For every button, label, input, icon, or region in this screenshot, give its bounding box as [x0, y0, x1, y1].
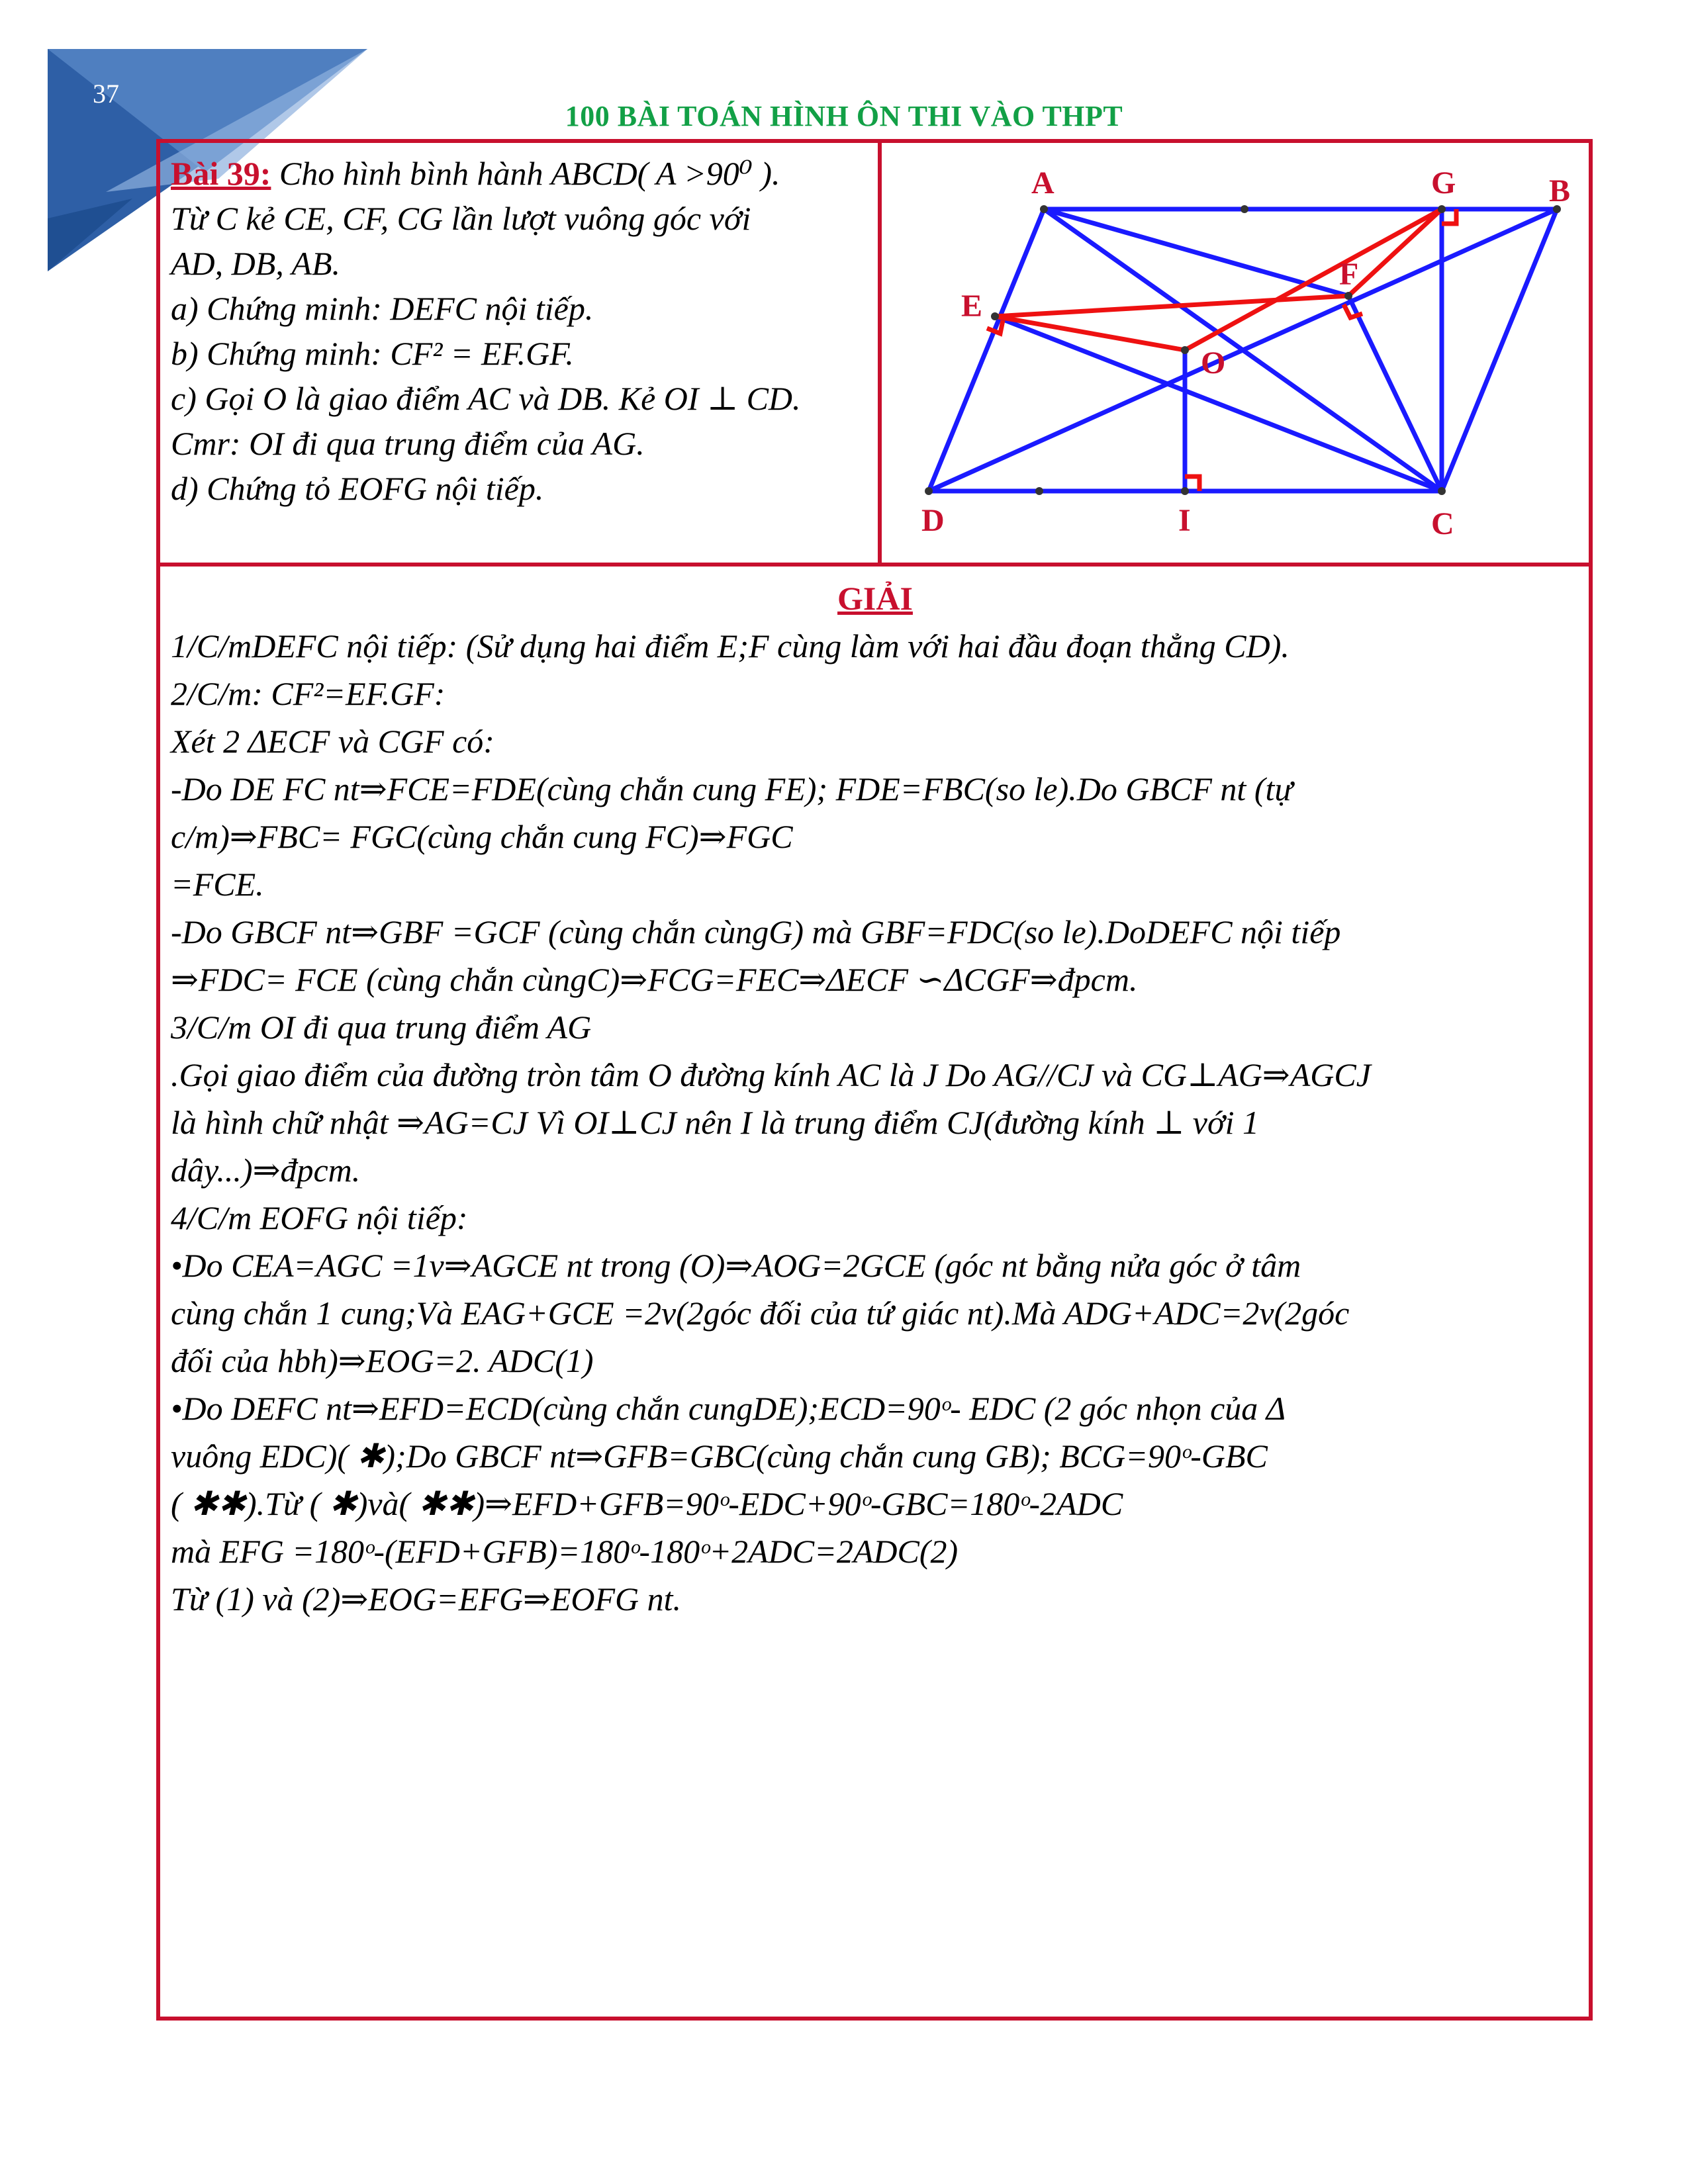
solution-line: ( ✱✱).Từ ( ✱)và( ✱✱)⇒EFD+GFB=90ᵒ-EDC+90ᵒ-GBC=180ᵒ-2ADC: [171, 1485, 1123, 1522]
solution-line: đối của hbh)⇒EOG=2. ADC(1): [171, 1342, 594, 1379]
solution-line: Từ (1) và (2)⇒EOG=EFG⇒EOFG nt.: [171, 1580, 682, 1617]
point-E: [991, 312, 999, 320]
geometry-figure: [887, 147, 1582, 557]
solution-line: dây...)⇒đpcm.: [171, 1152, 361, 1189]
solution-line: cùng chắn 1 cung;Và EAG+GCE =2v(2góc đối của tứ giác nt).Mà ADG+ADC=2v(2góc: [171, 1295, 1350, 1332]
problem-line: Bài 39: Cho hình bình hành ABCD( A >90⁰ ).: [171, 155, 780, 192]
label-E: E: [961, 289, 983, 324]
frame-column-divider: [878, 139, 882, 567]
page-header: 100 BÀI TOÁN HÌNH ÔN THI VÀO THPT: [565, 100, 1123, 132]
point-F: [1344, 292, 1352, 300]
solution-line: mà EFG =180ᵒ-(EFD+GFB)=180ᵒ-180ᵒ+2ADC=2ADC(2): [171, 1533, 959, 1570]
label-A: A: [1031, 165, 1055, 201]
point-C: [1438, 487, 1446, 495]
problem-part-b: b) Chứng minh: CF² = EF.GF.: [171, 335, 574, 372]
problem-part-c: c) Gọi O là giao điểm AC và DB. Kẻ OI ⊥ CD.: [171, 380, 801, 417]
segment-CE: [995, 316, 1442, 491]
solution-line: 2/C/m: CF²=EF.GF:: [171, 675, 445, 712]
label-I: I: [1178, 503, 1191, 538]
solution-section: [171, 574, 1579, 1623]
label-B: B: [1549, 173, 1571, 208]
solution-title: GIẢI: [837, 580, 913, 617]
solution-line: •Do DEFC nt⇒EFD=ECD(cùng chắn cungDE);ECD=90ᵒ- EDC (2 góc nhọn của Δ: [171, 1390, 1286, 1427]
solution-line: Xét 2 ΔECF và CGF có:: [171, 723, 494, 760]
problem-line: AD, DB, AB.: [171, 245, 340, 282]
problem-label: Bài 39:: [171, 155, 271, 192]
page-number: 37: [93, 79, 119, 109]
problem-line: Cmr: OI đi qua trung điểm của AG.: [171, 425, 645, 462]
label-D: D: [921, 503, 945, 538]
solution-line: -Do GBCF nt⇒GBF =GCF (cùng chắn cùngG) mà GBF=FDC(so le).DoDEFC nội tiếp: [171, 913, 1341, 950]
midpoint-DI: [1035, 487, 1043, 495]
segment-EO: [995, 316, 1185, 350]
solution-line: c/m)⇒FBC= FGC(cùng chắn cung FC)⇒FGC: [171, 818, 793, 855]
midpoint-AG: [1241, 205, 1248, 213]
point-D: [925, 487, 933, 495]
problem-line: Từ C kẻ CE, CF, CG lần lượt vuông góc với: [171, 200, 751, 237]
label-O: O: [1201, 345, 1226, 381]
solution-line: là hình chữ nhật ⇒AG=CJ Vì OI⊥CJ nên I là trung điểm CJ(đường kính ⊥ với 1: [171, 1104, 1260, 1141]
problem-part-d: d) Chứng tỏ EOFG nội tiếp.: [171, 470, 544, 507]
solution-line: .Gọi giao điểm của đường tròn tâm O đường kính AC là J Do AG//CJ và CG⊥AG⇒AGCJ: [171, 1056, 1371, 1093]
label-F: F: [1339, 257, 1359, 292]
solution-line: 3/C/m OI đi qua trung điểm AG: [171, 1009, 592, 1046]
label-C: C: [1431, 506, 1454, 541]
solution-line: -Do DE FC nt⇒FCE=FDE(cùng chắn cung FE); FDE=FBC(so le).Do GBCF nt (tự: [171, 770, 1293, 807]
point-G: [1438, 205, 1446, 213]
solution-line: vuông EDC)( ✱);Do GBCF nt⇒GFB=GBC(cùng chắn cung GB); BCG=90ᵒ-GBC: [171, 1437, 1268, 1475]
frame-divider: [156, 563, 1593, 567]
solution-line: ⇒FDC= FCE (cùng chắn cùngC)⇒FCG=FEC⇒ΔECF ∽ΔCGF⇒đpcm.: [171, 961, 1138, 998]
solution-line: 4/C/m EOFG nội tiếp:: [171, 1199, 468, 1236]
solution-line: •Do CEA=AGC =1v⇒AGCE nt trong (O)⇒AOG=2GCE (góc nt bằng nửa góc ở tâm: [171, 1247, 1301, 1284]
solution-line: 1/C/mDEFC nội tiếp: (Sử dụng hai điểm E;F cùng làm với hai đầu đoạn thẳng CD).: [171, 627, 1289, 664]
problem-part-a: a) Chứng minh: DEFC nội tiếp.: [171, 290, 594, 327]
solution-line: =FCE.: [171, 866, 264, 903]
point-O: [1181, 346, 1189, 354]
problem-statement: [171, 151, 872, 511]
point-I: [1181, 487, 1189, 495]
point-A: [1040, 205, 1048, 213]
diagonal-DB: [929, 209, 1557, 491]
label-G: G: [1431, 165, 1456, 201]
